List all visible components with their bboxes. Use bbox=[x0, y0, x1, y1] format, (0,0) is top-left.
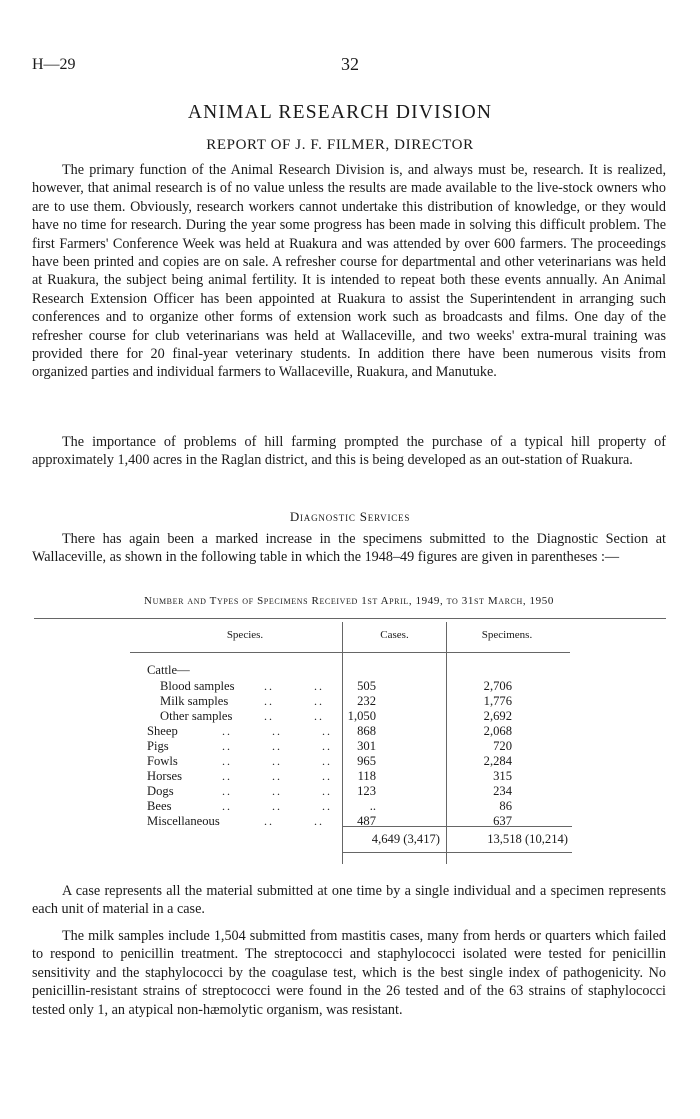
table-row-cases: 1,050 bbox=[347, 709, 376, 723]
table-bottom-rule bbox=[342, 852, 572, 853]
paragraph-diagnostic: There has again been a marked increase in the specimens submitted to the Diagnostic Section at Wallaceville, as shown in the following table in which the 1948–49 figures are given in parentheses :— bbox=[32, 531, 666, 566]
paragraph-case-definition: A case represents all the material submitted at one time by a single individual and a specimen represents each unit of material in a case. bbox=[32, 883, 666, 918]
leader-dots: .. .. .. bbox=[222, 739, 332, 753]
table-row-species: Dogs bbox=[147, 784, 174, 798]
table-group-label: Cattle— bbox=[147, 663, 190, 677]
column-header-species: Species. bbox=[226, 629, 264, 641]
leader-dots: .. .. .. bbox=[222, 724, 332, 738]
table-row-species: Other samples bbox=[160, 709, 233, 723]
table-header-rule bbox=[130, 652, 570, 653]
table-row-species: Sheep bbox=[147, 724, 178, 738]
table-row-cases: 301 bbox=[357, 739, 376, 753]
leader-dots: .. .. bbox=[264, 814, 324, 828]
table-row-specimens: 315 bbox=[493, 769, 512, 783]
leader-dots: .. .. bbox=[264, 679, 324, 693]
leader-dots: .. .. bbox=[264, 694, 324, 708]
table-row-species: Milk samples bbox=[160, 694, 229, 708]
leader-dots: .. .. .. bbox=[222, 769, 332, 783]
table-row-cases: 505 bbox=[357, 679, 376, 693]
paragraph-intro: The primary function of the Animal Research Division is, and always must be, research. It is realized, however, that animal research is of no value unless the results are made available to the live-stock owners who are to use them. Obviously, research workers cannot undertake this distribution of knowledge, or they would have no time for research. During the year some progress has been made in solving this difficult problem. The first Farmers' Conference Week was held at Ruakura and was attended by over 600 farmers. The proceedings have been printed and copies are on sale. A refresher course for departmental and other veterinarians was held at Ruakura, the subject being animal fertility. It is intended to repeat both these events annually. An Animal Research Extension Officer has been appointed at Ruakura to assist the Superintendent in arranging such conferences and to organize other forms of extension work such as broadcasts and films. One day of the refresher course for club veterinarians was held at Wallaceville, and two weeks' extra-mural training was provided there for 20 final-year veterinary students. In addition there have been numerous visits from organized parties and individual farmers to Wallaceville, Ruakura, and Manutuke. bbox=[32, 162, 666, 381]
table-row-cases: 118 bbox=[357, 769, 376, 783]
table-row-specimens: 86 bbox=[499, 799, 512, 813]
leader-dots: .. .. bbox=[264, 709, 324, 723]
leader-dots: .. .. .. bbox=[222, 799, 332, 813]
table-row-specimens: 2,284 bbox=[483, 754, 512, 768]
table-top-rule bbox=[34, 618, 666, 619]
table-row-specimens: 2,706 bbox=[483, 679, 512, 693]
table-row-cases: 868 bbox=[357, 724, 376, 738]
table-row-specimens: 2,068 bbox=[483, 724, 512, 738]
table-row-species: Pigs bbox=[147, 739, 169, 753]
column-header-cases: Cases. bbox=[380, 629, 409, 641]
paragraph-milk-samples: The milk samples include 1,504 submitted from mastitis cases, many from herds or quarters which failed to respond to penicillin treatment. The streptococci and staphylococci isolated were tested for penicillin sensitivity and the staphylococci by the coagulase test, which is the best single index of pathogenicity. No penicillin-resistant strains of streptococci were found in the 26 tested and of the 63 strains of staphylococci tested only 1, an atypical non-hæmolytic organism, was resistant. bbox=[32, 928, 666, 1018]
table-total-specimens: 13,518 (10,214) bbox=[487, 832, 568, 846]
leader-dots: .. .. .. bbox=[222, 784, 332, 798]
table-row-specimens: 720 bbox=[493, 739, 512, 753]
column-header-specimens: Specimens. bbox=[481, 629, 533, 641]
table-row-species: Miscellaneous bbox=[147, 814, 220, 828]
table-row-cases: .. bbox=[369, 799, 376, 813]
table-row-species: Blood samples bbox=[160, 679, 235, 693]
table-row-cases: 487 bbox=[357, 814, 376, 828]
table-total-cases: 4,649 (3,417) bbox=[371, 832, 440, 846]
table-row-species: Fowls bbox=[147, 754, 178, 768]
table-row-cases: 123 bbox=[357, 784, 376, 798]
table-row-cases: 232 bbox=[357, 694, 376, 708]
section-heading: Diagnostic Services bbox=[289, 509, 411, 524]
table-row-cases: 965 bbox=[357, 754, 376, 768]
table-row-specimens: 1,776 bbox=[483, 694, 512, 708]
page-title: ANIMAL RESEARCH DIVISION bbox=[187, 102, 493, 123]
table-caption: Number and Types of Specimens Received 1st April, 1949, to 31st March, 1950 bbox=[144, 595, 554, 607]
table-row-specimens: 2,692 bbox=[483, 709, 512, 723]
table-row-species: Bees bbox=[147, 799, 172, 813]
table-row-specimens: 637 bbox=[493, 814, 512, 828]
table-row-species: Horses bbox=[147, 769, 182, 783]
page-subtitle: REPORT OF J. F. FILMER, DIRECTOR bbox=[206, 137, 474, 153]
document-reference: H—29 bbox=[32, 56, 76, 73]
table-row-specimens: 234 bbox=[493, 784, 512, 798]
leader-dots: .. .. .. bbox=[222, 754, 332, 768]
page-number: 32 bbox=[341, 54, 359, 74]
paragraph-hill-farming: The importance of problems of hill farming prompted the purchase of a typical hill property of approximately 1,400 acres in the Raglan district, and this is being developed as an out-station of Ruakura. bbox=[32, 434, 666, 469]
